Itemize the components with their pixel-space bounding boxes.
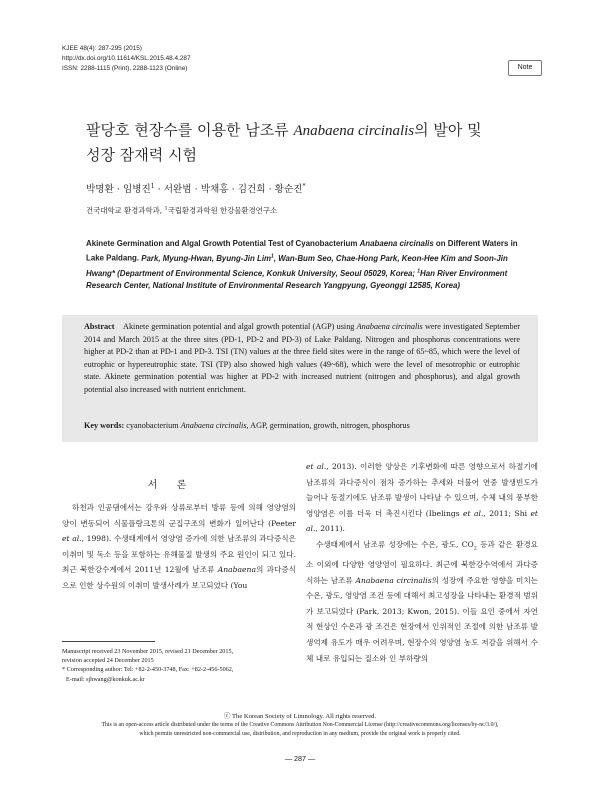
abstract-text: Akinete germination potential and algal growth potential (AGP) using (123, 322, 357, 331)
manuscript-received: Manuscript received 23 November 2015, revised 21 December 2015, (62, 648, 234, 655)
journal-metadata (62, 44, 191, 74)
etal: et al (463, 508, 481, 518)
paragraph-text: 의 성장에 주요한 영향을 미치는 수온, 광도, 영양염 조건 등에 대해서 최고성장을 나타내는 환경적 범위가 보고되었다 (Park, 2013; Kwon, 2015). 이들 요인 중에서 자연적 현상인 수온과 광 조건은 현장에서 인위적인 조절에 의한 남조류 발생억제 유도가 매우 어려우며, 현장수의 영양염 농도 저감을 위해서 수체 내로 유입되는 질소와 인 부하량의 (306, 575, 538, 663)
author-list (86, 181, 305, 195)
license-notice (62, 721, 538, 738)
abstract-species: Anabaena circinalis (356, 322, 423, 331)
korean-title (86, 118, 526, 167)
keywords-rest: , AGP, germination, growth, nitrogen, phosphorus (246, 421, 410, 430)
affiliation-marker: 1 (150, 182, 155, 190)
page-number: — 287 — (284, 754, 316, 763)
affiliation-2: 국립환경과학원 한강물환경연구소 (167, 206, 278, 215)
author-separator: · (113, 184, 123, 195)
paragraph-text: ., 1998). 수생태계에서 영양염 증가에 의한 남조류의 과다증식은 이취미 및 독소 등을 포함하는 유해물질 발생의 주요 원인이 되고 있다. 최근 북한강수계에서 2011년 12월에 남조류 (62, 534, 296, 575)
affiliation-marker: 1 (271, 253, 274, 260)
abstract (84, 321, 520, 397)
affiliation-marker: 1 (164, 205, 168, 212)
author-separator: · (154, 184, 164, 195)
english-affiliation: (Department of Environmental Science, Konkuk University, Seoul 05029, Korea; (114, 269, 418, 279)
author-name: 황순진 (274, 184, 303, 195)
license-line-1: This is an open-access article distributed under the terms of the Creative Commons Attribution Non-Commercial License (http://creativecommons.org/licenses/by-nc/3.0/), (101, 722, 499, 728)
english-title: Akinete Germination and Algal Growth Potential Test of Cyanobacterium (86, 239, 360, 248)
english-affiliation-rest: Han River Environment Research Center, National Institute of Environmental Research Yangpyung, Gyeonggi 12585, Korea) (86, 269, 508, 291)
author-separator: · (228, 184, 238, 195)
email[interactable]: E-mail: sjhwang@konkuk.ac.kr (66, 675, 145, 683)
affiliation (86, 205, 277, 216)
paragraph-text: 하천과 인공댐에서는 강우와 상류로부터 방류 등에 의해 영양염의 양이 변동되어 식물플랑크톤의 군집구조의 변화가 일어난다 (Peeter (62, 503, 296, 528)
english-title-block (86, 238, 518, 293)
english-title-rest: on Different Waters in Lake Paldang. (86, 239, 518, 264)
title-part1: 팔당호 현장수를 이용한 남조류 (86, 121, 294, 139)
paragraph-text: ., 2013). 이러한 양상은 기후변화에 따른 영향으로서 하절기에 남조류의 과다증식이 점차 증가하는 추세와 더불어 연중 발생빈도가 늘어나 동절기에도 남조류 발생이 나타날 수 있으며, 수체 내의 풍부한 영양염은 이를 더욱 더 촉진시킨다 (Ibelings (306, 462, 538, 518)
etal: et al (62, 534, 80, 544)
section-heading-introduction: 서 론 (147, 480, 195, 491)
license-line-2: which permits unrestricted non-commercial use, distribution, and reproduction in any medium, provide the original work is properly cited. (139, 730, 461, 737)
corresponding-author: * Corresponding author: Tel: +82-2-450-3748, Fax: +82-2-456-5062, (62, 666, 234, 674)
paragraph-text: 수생태계에서 남조류 성장에는 수온, 광도, CO (316, 539, 474, 549)
title-line2: 성장 잠재력 시험 (86, 146, 197, 164)
issn: ISSN: 2288-1115 (Print), 2288-1123 (Online) (62, 65, 188, 72)
corresponding-marker: * (302, 182, 306, 190)
english-authors-rest: , Wan-Bum Seo, Chae-Hong Park, Keon-Hee Kim and Soon-Jin Hwang* (86, 254, 508, 279)
affiliation-marker: 1 (417, 268, 420, 275)
keywords (84, 421, 520, 430)
body-column-right (306, 459, 538, 666)
copyright-notice: ⓒ The Korean Society of Limnology. All rights reserved. (223, 713, 377, 720)
author-name: 박명환 (86, 184, 114, 195)
article-type-badge: Note (508, 60, 542, 76)
author-separator: · (191, 184, 201, 195)
title-part2: 의 발아 및 (414, 121, 482, 139)
keywords-text: cyanobacterium (124, 421, 181, 430)
species-name: Anabaena (217, 565, 256, 575)
footnote (62, 647, 296, 684)
affiliation-1: 건국대학교 환경과학과, (86, 206, 165, 215)
doi-link[interactable]: http://dx.doi.org/10.11614/KSL.2015.48.4.287 (62, 55, 191, 62)
author-name: 박채홍 (200, 184, 229, 195)
abstract-text-rest: were investigated September 2014 and March 2015 at the three sites (PD-1, PD-2 and PD-3) of Lake Paldang. Nitrogen and phosphorus concentrations were higher at PD-2 than at PD-1 and PD-3. TSI (TN) values at the three field sites were in the range of 65~85, which were the level of eutrophic or hypereutrophic state. TSI (TP) also showed high values (49~68), which were the level of mesotrophic or eutrophic state. Akinete germination potential was higher at PD-2 with increased nutrient (nitrogen and phosphorus), and algal growth potential also increased with nutrient enrichment. (84, 322, 520, 394)
paragraph-text: ., 2011). (312, 524, 345, 534)
paragraph-text: 등과 같은 환경요소 이외에 다양한 영양염이 필요하다. 최근에 북한강수역에서 과다증식하는 남조류 (306, 539, 538, 585)
title-species: Anabaena circinalis (293, 123, 415, 139)
etal: et al (306, 508, 538, 534)
revision-accepted: revision accepted 24 December 2015 (62, 657, 154, 665)
author-name: 서완범 (163, 184, 192, 195)
author-separator: · (265, 184, 275, 195)
subscript: 2 (473, 545, 477, 552)
journal-citation: KJEE 48(4): 287-295 (2015) (62, 45, 142, 52)
footnote-divider (62, 641, 155, 642)
author-name: 김건희 (237, 184, 266, 195)
species-name: Anabaena circinalis (355, 575, 432, 585)
english-title-species: Anabaena circinalis (359, 239, 434, 248)
body-column-left (62, 500, 296, 594)
english-authors: Park, Myung-Hwan, Byung-Jin Lim (141, 254, 272, 264)
paragraph-text: ., 2011; Shi (480, 508, 531, 518)
abstract-label: Abstract (84, 322, 115, 331)
etal: et al (306, 462, 324, 471)
author-name: 임병진 (122, 184, 151, 195)
keywords-label: Key words: (84, 421, 125, 430)
keywords-species: Anabaena circinalis (180, 421, 247, 430)
paragraph-text: 의 과다증식으로 인한 상수원의 이취미 발생사례가 보고되었다 (You (62, 565, 296, 590)
